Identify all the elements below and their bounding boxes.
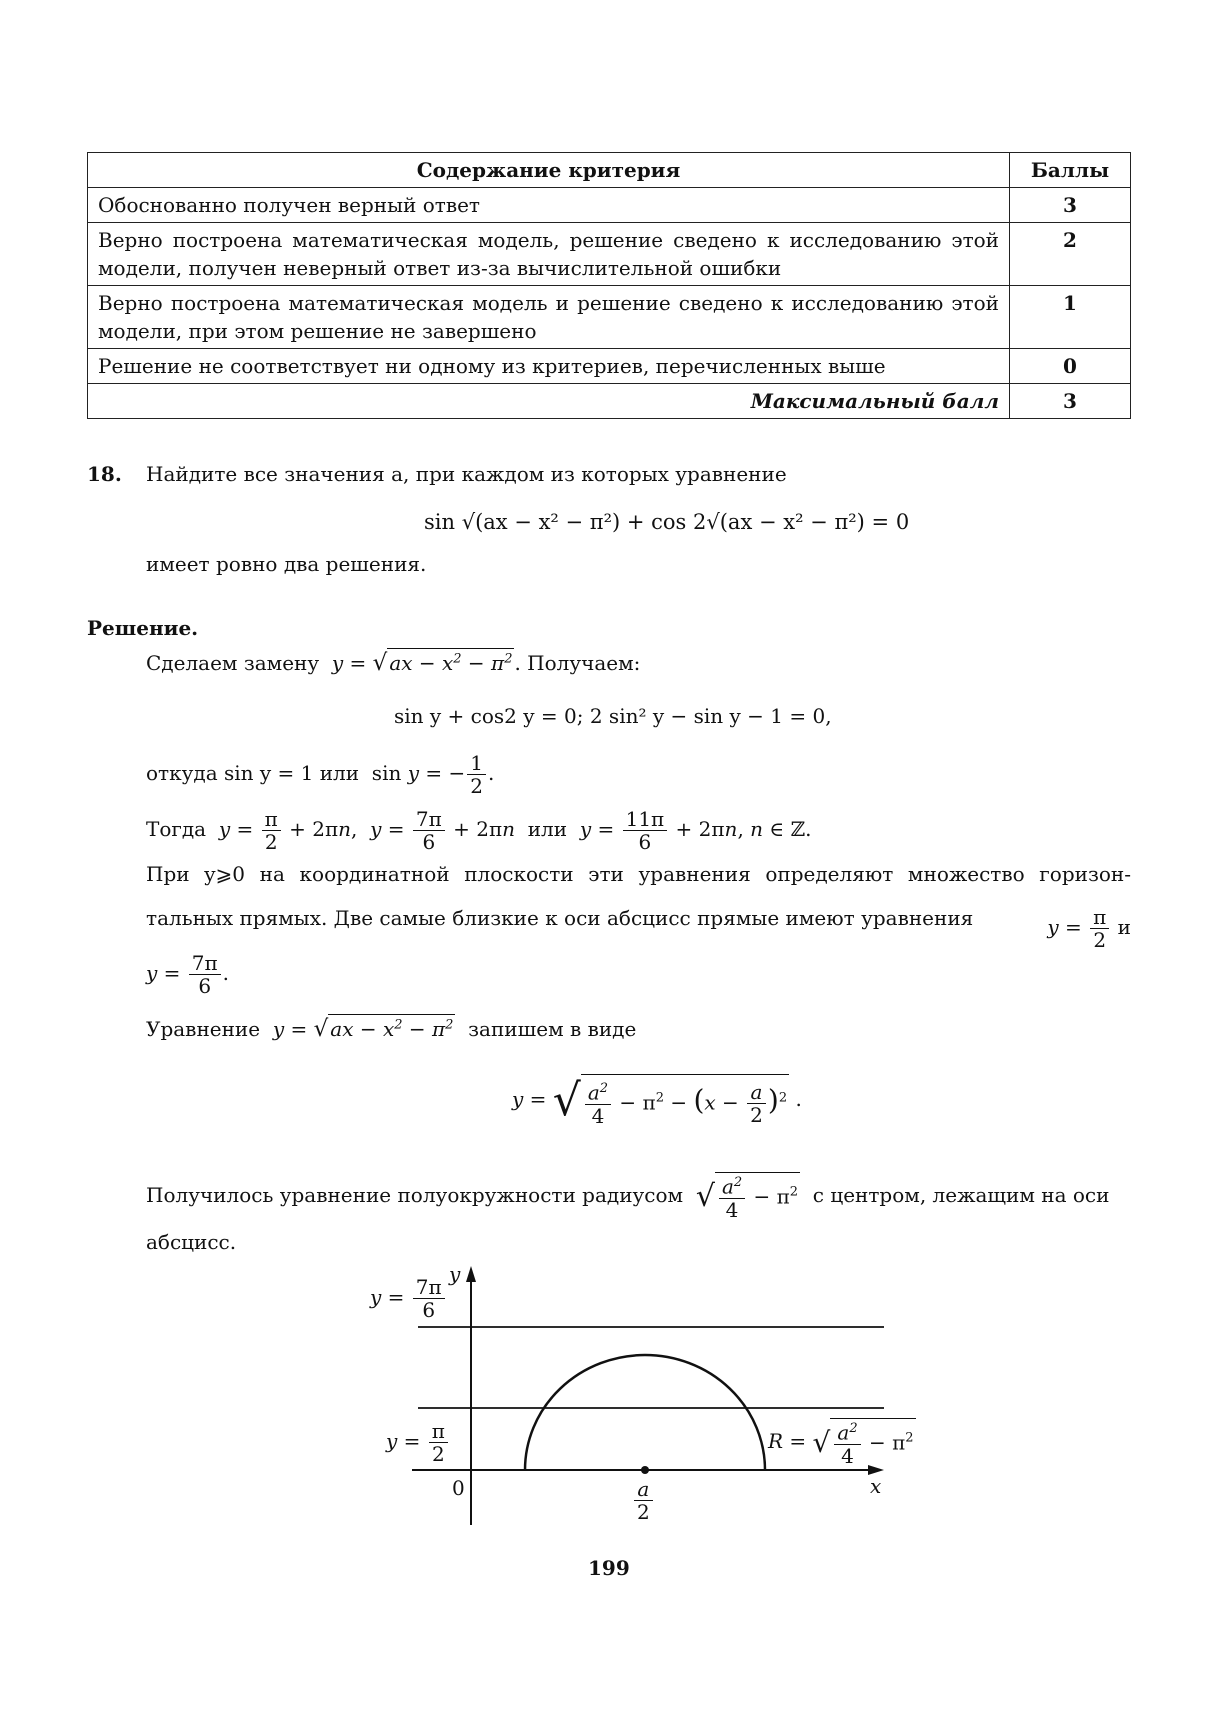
label-y-7pi-6: y = $\frac{7\pi}{6}$ bbox=[370, 1276, 447, 1321]
nearest-lines-text: тальных прямых. Две самые близкие к оси абсцисс прямые имеют уравнения bbox=[146, 906, 974, 930]
x-axis-label: x bbox=[870, 1474, 882, 1498]
roots-text: Тогда bbox=[146, 817, 207, 841]
rewrite-end: запишем в виде bbox=[468, 1017, 637, 1041]
criterion-text: Обоснованно получен верный ответ bbox=[88, 188, 1010, 223]
label-y-pi-2: y = $\frac{\pi}{2}$ bbox=[386, 1420, 450, 1465]
problem-equation: sin √(ax − x² − π²) + cos 2√(ax − x² − π²) = 0 bbox=[424, 510, 910, 534]
center-point bbox=[641, 1466, 649, 1474]
formula: √ $\frac{a^2}{4}$ − $\pi^2$ bbox=[689, 1183, 806, 1207]
rewrite-text: Уравнение bbox=[146, 1017, 261, 1041]
sin-values-text: откуда sin y = 1 или bbox=[146, 761, 360, 785]
max-score-points: 3 bbox=[1010, 384, 1131, 419]
formula: y = $\frac{\pi}{2}$ + 2πn, y = $\frac{7\pi}{6}$ + 2πn bbox=[218, 807, 515, 854]
origin-label: 0 bbox=[452, 1476, 465, 1500]
substitution-text: Сделаем замену bbox=[146, 651, 320, 675]
radius-text: Получилось уравнение полуокружности радиусом bbox=[146, 1182, 684, 1207]
criterion-points: 0 bbox=[1010, 349, 1131, 384]
header-points: Баллы bbox=[1010, 153, 1131, 188]
criterion-text: Решение не соответствует ни одному из критериев, перечисленных выше bbox=[88, 349, 1010, 384]
formula: y = $\frac{\pi}{2}$ и bbox=[1047, 905, 1131, 952]
max-score-label: Максимальный балл bbox=[88, 384, 1010, 419]
roots-or: или bbox=[527, 817, 568, 841]
criterion-points: 1 bbox=[1010, 286, 1131, 349]
solution-heading: Решение. bbox=[87, 616, 199, 640]
paragraph-lines: При y⩾0 на координатной плоскости эти уравнения определяют множество горизон- bbox=[146, 862, 1131, 886]
formula: y = $\frac{11\pi}{6}$ + 2πn, n ∈ ℤ. bbox=[579, 807, 812, 854]
semicircle bbox=[525, 1355, 765, 1470]
formula: y = $\frac{7\pi}{6}$ . bbox=[146, 951, 230, 998]
header-criterion: Содержание критерия bbox=[88, 153, 1010, 188]
y-axis-arrow bbox=[466, 1266, 476, 1282]
criterion-points: 3 bbox=[1010, 188, 1131, 223]
abscissa-word: абсцисс. bbox=[146, 1230, 237, 1254]
nearest-lines-and: и bbox=[1117, 915, 1131, 939]
formula: sin y = − $\frac{1}{2}$ . bbox=[365, 751, 495, 798]
criterion-points: 2 bbox=[1010, 223, 1131, 286]
criterion-text: Верно построена математическая модель, решение сведено к исследованию этой модели, получен неверный ответ из-за вычислительной ошибки bbox=[88, 223, 1010, 286]
problem-statement: Найдите все значения a, при каждом из которых уравнение bbox=[146, 462, 787, 486]
formula: y = √ ax − $x^2 - \pi^2$ bbox=[266, 1016, 454, 1042]
page-number: 199 bbox=[588, 1556, 630, 1580]
center-label: $\frac{a}{2}$ bbox=[632, 1478, 655, 1523]
problem-number: 18. bbox=[87, 462, 122, 486]
substitution-end: . Получаем: bbox=[514, 651, 641, 675]
y-axis-label: y bbox=[449, 1262, 461, 1286]
equation-line-1: sin y + cos2 y = 0; 2 sin² y − sin y − 1 = 0, bbox=[394, 704, 832, 728]
formula-semicircle: y = √ $\frac{a^2}{4}$ − $\pi^2 - (x$ − $\frac{a}{2}$ )$^2$ . bbox=[512, 1074, 802, 1128]
radius-end: с центром, лежащим на оси bbox=[812, 1182, 1110, 1207]
criterion-text: Верно построена математическая модель и решение сведено к исследованию этой модели, при этом решение не завершено bbox=[88, 286, 1010, 349]
radius-label: R = √ $\frac{a^2}{4}$ − $\pi^2$ bbox=[768, 1418, 916, 1467]
problem-statement-end: имеет ровно два решения. bbox=[146, 552, 427, 576]
formula: y = √ ax − $x^2 - \pi^2$ bbox=[325, 650, 513, 676]
